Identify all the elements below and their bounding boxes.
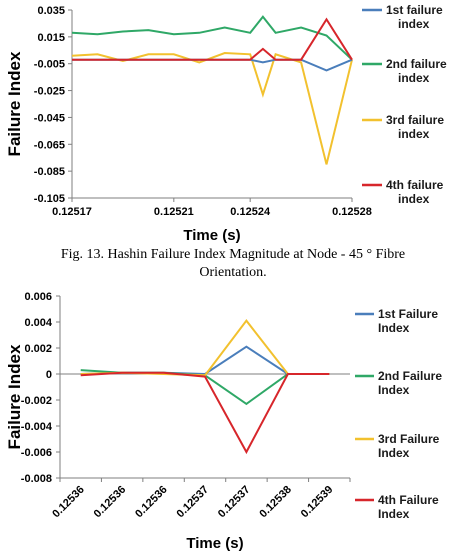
y-tick-label: -0.008 bbox=[20, 473, 52, 485]
caption-line-2: Orientation. bbox=[199, 265, 267, 280]
y-tick-label: -0.045 bbox=[33, 112, 65, 125]
caption-line-1: Fig. 13. Hashin Failure Index Magnitude at Node - 45 ° Fibre bbox=[60, 247, 406, 262]
x-tick-label: 0.12536 bbox=[91, 483, 129, 521]
legend-label-1-line1: 1st failure bbox=[386, 3, 443, 17]
series-line-2 bbox=[72, 17, 352, 60]
figure-caption bbox=[0, 246, 466, 282]
legend-label-4-line2: Index bbox=[378, 507, 410, 521]
x-tick-label: 0.12524 bbox=[230, 206, 271, 218]
x-tick-label: 0.12517 bbox=[52, 206, 92, 218]
x-tick-label: 0.12537 bbox=[174, 483, 212, 521]
x-axis-title: Time (s) bbox=[186, 535, 244, 552]
x-tick-label: 0.12539 bbox=[298, 483, 336, 521]
legend-label-2-line1: 2nd Failure bbox=[378, 369, 443, 383]
y-axis-title: Failure Index bbox=[5, 51, 24, 157]
x-axis-title: Time (s) bbox=[183, 227, 241, 244]
series-line-4 bbox=[81, 373, 330, 452]
series-line-3 bbox=[72, 53, 352, 164]
legend-label-2-line1: 2nd failure bbox=[386, 57, 447, 71]
legend-label-1-line1: 1st Failure bbox=[378, 307, 439, 321]
legend-label-4-line2: index bbox=[398, 192, 430, 206]
y-tick-label: -0.004 bbox=[20, 421, 52, 433]
y-tick-label: -0.002 bbox=[20, 395, 52, 407]
legend-label-3-line2: Index bbox=[378, 446, 410, 460]
x-tick-label: 0.12536 bbox=[50, 483, 87, 521]
legend-label-3-line2: index bbox=[398, 127, 430, 141]
x-tick-label: 0.12538 bbox=[257, 483, 294, 521]
y-tick-label: -0.025 bbox=[33, 85, 65, 98]
chart-2 bbox=[0, 284, 466, 552]
x-tick-label: 0.12536 bbox=[133, 483, 170, 521]
legend-label-3-line1: 3rd failure bbox=[386, 113, 445, 127]
x-tick-label: 0.12528 bbox=[332, 206, 372, 218]
y-axis-title: Failure Index bbox=[5, 344, 24, 450]
y-tick-label: -0.085 bbox=[33, 166, 65, 179]
y-tick-label: -0.006 bbox=[20, 447, 52, 459]
legend-label-2-line2: index bbox=[398, 71, 430, 85]
y-tick-label: 0.035 bbox=[37, 5, 65, 17]
legend-label-4-line1: 4th Failure bbox=[378, 493, 439, 507]
legend-label-4-line1: 4th failure bbox=[386, 178, 444, 192]
series-line-1 bbox=[72, 60, 352, 71]
x-tick-label: 0.12537 bbox=[215, 483, 253, 521]
series-line-3 bbox=[81, 321, 330, 376]
y-tick-label: 0.006 bbox=[24, 291, 52, 303]
legend-label-3-line1: 3rd Failure bbox=[378, 432, 440, 446]
y-tick-label: -0.105 bbox=[33, 193, 65, 205]
y-tick-label: 0 bbox=[45, 369, 52, 381]
y-tick-label: 0.004 bbox=[24, 317, 52, 329]
y-tick-label: -0.005 bbox=[33, 58, 65, 71]
chart-1 bbox=[0, 0, 466, 246]
legend-label-1-line2: index bbox=[398, 17, 430, 31]
y-tick-label: 0.002 bbox=[24, 343, 52, 355]
x-tick-label: 0.12521 bbox=[153, 206, 194, 218]
y-tick-label: -0.065 bbox=[33, 139, 65, 152]
legend-label-1-line2: Index bbox=[378, 321, 410, 335]
legend-label-2-line2: Index bbox=[378, 383, 410, 397]
y-tick-label: 0.015 bbox=[37, 31, 65, 44]
series-line-4 bbox=[72, 19, 352, 59]
series-line-1 bbox=[81, 347, 330, 374]
